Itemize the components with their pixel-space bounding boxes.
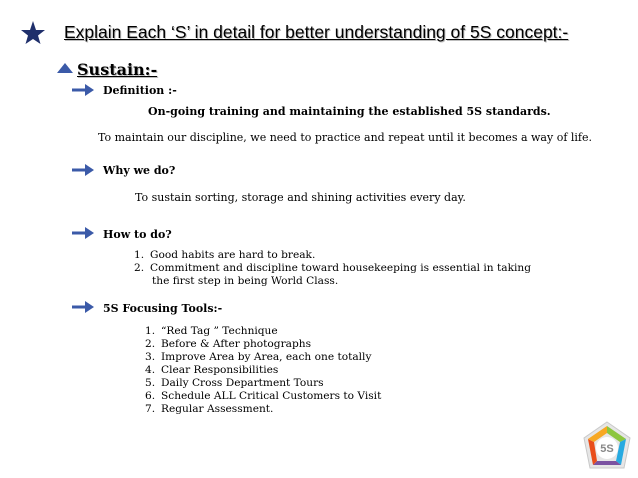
arrow-right-icon xyxy=(72,227,94,239)
why-label: Why we do? xyxy=(103,164,176,177)
logo-text: 5S xyxy=(600,443,614,455)
5s-logo-icon xyxy=(580,420,634,474)
list-item: 1. Good habits are hard to break. xyxy=(134,249,316,261)
definition-label: Definition :- xyxy=(103,84,177,97)
star-icon xyxy=(20,20,46,46)
list-item: 3. Improve Area by Area, each one totally xyxy=(145,351,372,363)
definition-detail: To maintain our discipline, we need to practice and repeat until it becomes a way of life. xyxy=(98,131,593,144)
list-item: 5. Daily Cross Department Tours xyxy=(145,377,324,389)
list-item: 2. Before & After photographs xyxy=(145,338,312,350)
arrow-right-icon xyxy=(72,84,94,96)
list-item: 4. Clear Responsibilities xyxy=(145,364,279,376)
slide-title: Explain Each ‘S’ in detail for better understanding of 5S concept:- xyxy=(64,22,569,42)
tools-label: 5S Focusing Tools:- xyxy=(103,302,223,315)
how-list xyxy=(134,249,531,288)
list-item: 7. Regular Assessment. xyxy=(145,403,274,415)
section-heading: Sustain:- xyxy=(77,60,158,79)
list-item: 2. Commitment and discipline toward housekeeping is essential in taking xyxy=(134,262,531,274)
list-item: 6. Schedule ALL Critical Customers to Visit xyxy=(145,390,382,402)
list-item: 1. “Red Tag ” Technique xyxy=(145,325,278,337)
arrow-right-icon xyxy=(72,301,94,313)
tools-list xyxy=(145,325,381,416)
how-label: How to do? xyxy=(103,228,172,241)
list-item-continuation: the first step in being World Class. xyxy=(152,275,339,287)
definition-statement: On-going training and maintaining the established 5S standards. xyxy=(148,105,551,118)
arrow-right-icon xyxy=(72,164,94,176)
why-text: To sustain sorting, storage and shining activities every day. xyxy=(135,191,466,204)
triangle-up-icon xyxy=(57,63,73,73)
